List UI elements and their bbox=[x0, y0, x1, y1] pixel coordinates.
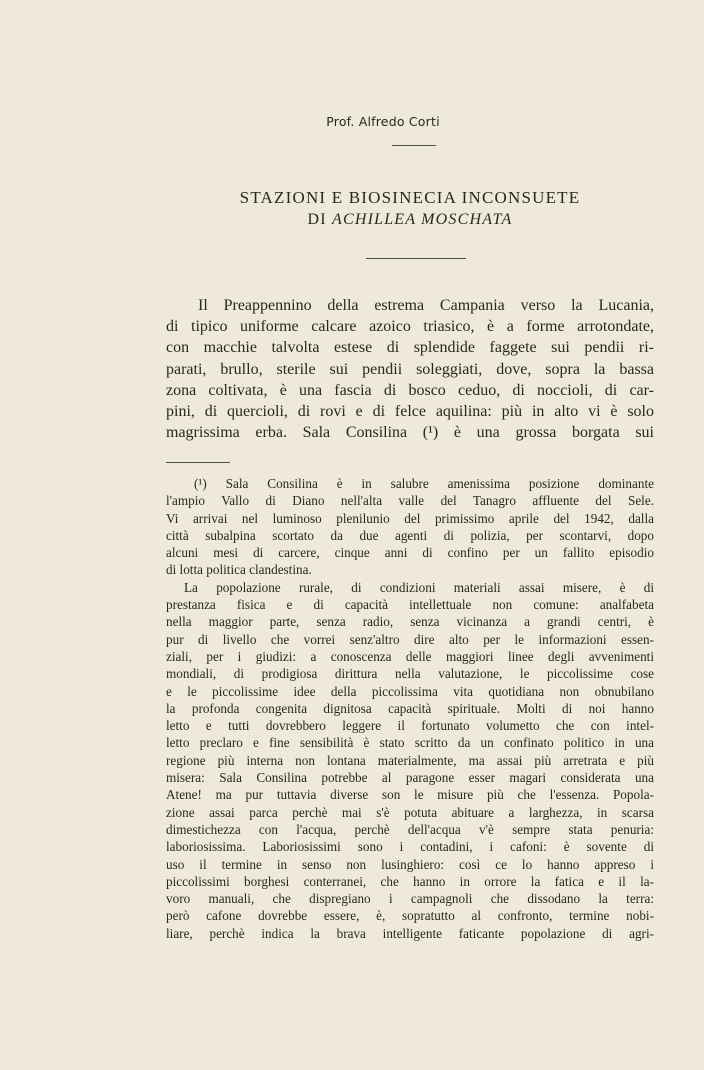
footnote-line: prestanza fisica e di capacità intellettuale non comune: analfabeta bbox=[166, 597, 654, 613]
footnote-line: alcuni mesi di carcere, cinque anni di confino per un fallito episodio bbox=[166, 545, 654, 561]
body-line: con macchie talvolta estese di splendide faggete sui pendii ri- bbox=[166, 339, 654, 357]
body-line: zona coltivata, è una fascia di bosco ceduo, di noccioli, di car- bbox=[166, 381, 654, 399]
footnote-line: città subalpina scortato da due agenti di polizia, per scontarvi, dopo bbox=[166, 527, 654, 543]
author-name: Prof. Alfredo Corti bbox=[326, 114, 440, 129]
footnote-line: e le piccolissime idee della piccolissima vita quotidiana non obnubilano bbox=[166, 683, 654, 699]
body-line: parati, brullo, sterile sui pendii soleggiati, dove, sopra la bassa bbox=[166, 360, 654, 378]
footnote-line: di lotta politica clandestina. bbox=[166, 562, 312, 578]
footnote-line: l'ampio Vallo di Diano nell'alta valle del Tanagro affluente del Sele. bbox=[166, 493, 654, 509]
footnote-line: dimestichezza con l'acqua, perchè dell'acqua v'è sempre stata penuria: bbox=[166, 821, 654, 837]
footnote-line: ziali, per i giudizi: a conoscenza delle maggiori linee degli avvenimenti bbox=[166, 648, 654, 664]
footnote-line: Atene! ma pur tuttavia diverse son le misure più che l'essenza. Popola- bbox=[166, 787, 654, 803]
body-line: magrissima erba. Sala Consilina (¹) è una grossa borgata sui bbox=[166, 424, 654, 442]
footnote-line: piccolissimi borghesi conterranei, che hanno in orrore la fatica e il la- bbox=[166, 873, 654, 889]
body-line: pini, di quercioli, di rovi e di felce aquilina: più in alto vi è solo bbox=[166, 403, 654, 421]
footnote-line: letto preclaro e fine sensibilità è stato scritto da un confinato politico in una bbox=[166, 735, 654, 751]
body-line: di tipico uniforme calcare azoico triasico, è a forme arrotondate, bbox=[166, 318, 654, 336]
body-line: Il Preappennino della estrema Campania verso la Lucania, bbox=[198, 297, 654, 314]
footnote-line: liare, perchè indica la brava intelligente faticante popolazione di agri- bbox=[166, 925, 654, 941]
footnote-line: letto e tutti dovrebbero leggere il fortunato volumetto che con intel- bbox=[166, 718, 654, 734]
footnote-line: uso il termine in senso non lusinghiero: così ce lo hanno appreso i bbox=[166, 856, 654, 872]
footnote-line: regione più interna non lontana materialmente, ma assai più arretrata e più bbox=[166, 752, 654, 768]
footnote-line: zione assai parca perchè mai s'è potuta abituare a larghezza, in scarsa bbox=[166, 804, 654, 820]
article-body bbox=[166, 295, 654, 443]
footnote-line: mondiali, di prodigiosa dirittura nella valutazione, le piccolissime cose bbox=[166, 666, 654, 682]
footnote-line: laboriosissima. Laboriosissimi sono i contadini, i cafoni: è sovente di bbox=[166, 839, 654, 855]
title-divider bbox=[366, 258, 466, 259]
footnote bbox=[166, 475, 654, 942]
article-title-line1: STAZIONI E BIOSINECIA INCONSUETE bbox=[239, 188, 581, 207]
footnote-line: misera: Sala Consilina potrebbe al paragone esser magari considerata una bbox=[166, 770, 654, 786]
footnote-line: Vi arrivai nel luminoso plenilunio del primissimo aprile del 1942, dalla bbox=[166, 510, 654, 526]
author-divider bbox=[392, 145, 436, 146]
footnote-line: la profonda congenita dignitosa capacità spirituale. Molti di noi hanno bbox=[166, 700, 654, 716]
footnote-divider bbox=[166, 462, 230, 463]
article-title-line2 bbox=[160, 211, 660, 229]
footnote-line: pur di livello che vorrei senz'altro dire alto per le informazioni essen- bbox=[166, 631, 654, 647]
title-species: ACHILLEA MOSCHATA bbox=[331, 211, 513, 228]
title-prefix: DI bbox=[307, 211, 327, 228]
footnote-line: La popolazione rurale, di condizioni materiali assai misere, è di bbox=[184, 579, 654, 595]
footnote-line: voro manuali, che dispregiano i campagnoli che dissodano la terra: bbox=[166, 891, 654, 907]
footnote-line: però cafone dovrebbe essere, è, sopratutto al confronto, termine nobi- bbox=[166, 908, 654, 924]
footnote-line: (¹) Sala Consilina è in salubre amenissima posizione dominante bbox=[194, 476, 654, 491]
footnote-line: nella maggior parte, senza radio, senza vicinanza a grandi centri, è bbox=[166, 614, 654, 630]
